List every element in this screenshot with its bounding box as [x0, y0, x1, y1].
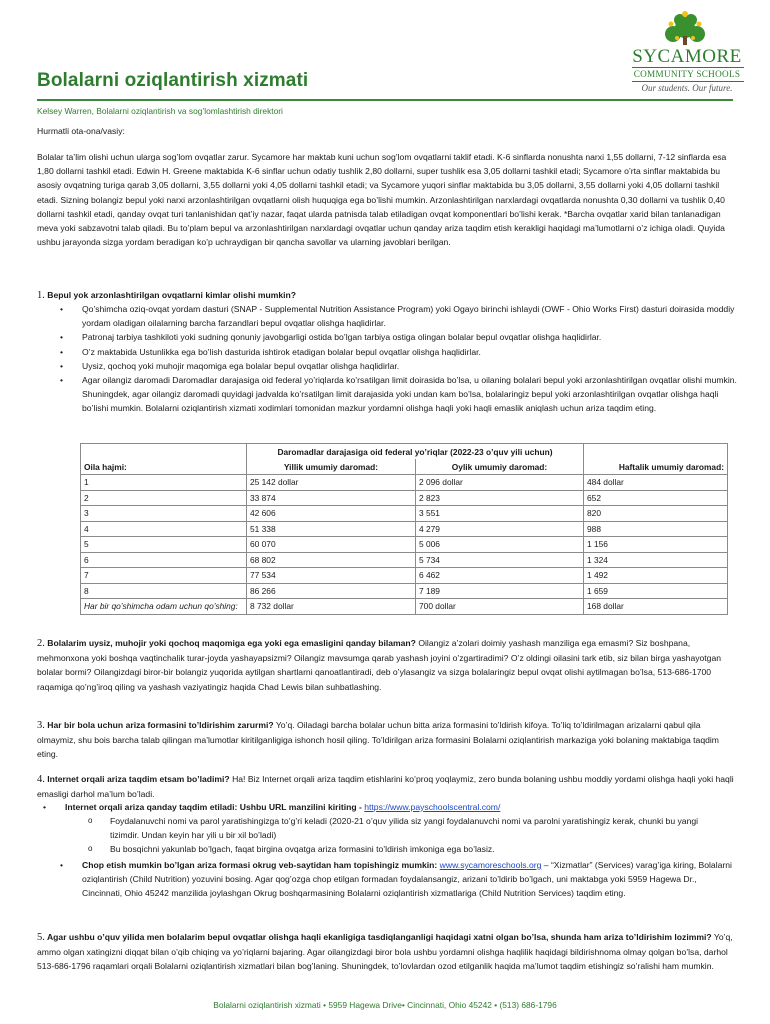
- table-header: Oila hajmi:: [81, 459, 247, 475]
- table-row: [81, 568, 728, 584]
- table-cell: 68 802: [247, 552, 416, 568]
- payschoolscentral-link[interactable]: https://www.payschoolscentral.com/: [364, 802, 501, 812]
- question-3-answer: Yo’q. Oiladagi barcha bolalar uchun bitta ariza formasini to’ldirish kifoya. To’liq to’ldirilmagan arizalarni qabul qila olmaymiz, shu bois barcha talab qilingan ma’lumotlar kiritilganligiga ishonch hosil qiling. To’ldirilgan ariza formasini Bolalarni oziqlantirish markaziga yoki bolaning maktabiga taqdim eting.: [37, 720, 719, 760]
- list-item: • Internet orqali ariza qanday taqdim etiladi: Ushbu URL manzilini kiriting - https://www.payschoolscentral.com/: [20, 800, 720, 814]
- table-cell: 1 659: [584, 583, 728, 599]
- table-cell: 2: [81, 490, 247, 506]
- list-item: • Chop etish mumkin bo’lgan ariza formasi okrug veb-saytidan ham topishingiz mumkin: www.sycamoreschools.org – “Xizmatlar” (Services) varag’iga kiring, Bolalarni oziqlantirish (Child Nutrition) yozuvini bosing. Agar qog’ozga chop etilgan formadan foydalansangiz, arizani to’ldirib bo’lgach, uni maktabga yoki 5959 Hagewa Dr., Cincinnati, Ohio 45242 manzilida joylashgan Okrug boshqarmasining Bolalarni oziqlantirish xizmatlariga (Child Nutrition Services) taqdim eting.: [37, 858, 737, 901]
- table-cell: 484 dollar: [584, 475, 728, 491]
- table-row: [81, 475, 728, 491]
- question-4-bullets-2: [37, 858, 737, 901]
- question-5-answer: Yo’q, ammo olgan xatingizni diqqat bilan o’qib chiqing va yo’riqlarni bajaring. Agar oilangizdagi biror bola ushbu yordamni olishga haqlilik haqidagi bildirishnoma olmay qolgan bo’lsa, darhol 513-686-1796 raqamlari orqali Bolalarni oziqlantirish xizmatlari bilan bog’laning. Shuningdek, to’lovlardan ozod etilganlik haqida ma’lumot taqdim etishingiz so’ralishi ham mumkin.: [37, 932, 733, 972]
- table-header: Oylik umumiy daromad:: [416, 459, 584, 475]
- table-cell: 5 006: [416, 537, 584, 553]
- table-cell: 8 732 dollar: [247, 599, 416, 615]
- table-cell: [81, 444, 247, 460]
- table-cell: 1 492: [584, 568, 728, 584]
- table-cell: 42 606: [247, 506, 416, 522]
- table-row: [81, 599, 728, 615]
- list-item: • Agar oilangiz daromadi Daromadlar darajasiga oid federal yo’riqlarda ko’rsatilgan limit doirasida bo’lsa, u oilaning bolalari bepul yoki arzonlashtirilgan ovqatlar olishi mumkin. Shuningdek, agar oilangiz daromadi quyidagi jadvalda ko’rsatilgan limit darajasida yoki undan kam bo’lsa, bolalaringiz bepul yoki arzonlashtirilgan ovqatlar olishga haqli bo’lishi mumkin. Bolalarni oziqlantirish xizmati xodimlari tomonidan mazkur yordamni olishga haqli yoki haqli emaslik aniqlash uchun ariza taqdim eting.: [37, 373, 737, 416]
- table-header: Yillik umumiy daromad:: [247, 459, 416, 475]
- page-title: Bolalarni oziqlantirish xizmati: [37, 70, 309, 91]
- question-4-bullets: [20, 800, 720, 814]
- question-3-heading: 3. Har bir bola uchun ariza formasini to’ldirishim zarurmi?: [37, 720, 274, 731]
- question-5: [37, 930, 737, 974]
- table-cell: 3 551: [416, 506, 584, 522]
- table-cell: 51 338: [247, 521, 416, 537]
- table-cell: 652: [584, 490, 728, 506]
- table-cell: 77 534: [247, 568, 416, 584]
- question-4: [37, 772, 737, 801]
- sycamoreschools-link[interactable]: www.sycamoreschools.org: [439, 860, 542, 870]
- table-cell: 5 734: [416, 552, 584, 568]
- list-item: o Foydalanuvchi nomi va parol yaratishingizga to’g’ri keladi (2020-21 o’quv yilida siz yangi foydalanuvchi nomi va parolni yaratishingiz kerak, chunki bu yangi tizimdir. Undan keyin har yili u bir xil bo’ladi): [20, 814, 720, 842]
- table-cell: 1 324: [584, 552, 728, 568]
- table-row: [81, 552, 728, 568]
- table-cell: 4 279: [416, 521, 584, 537]
- list-item: • Uysiz, qochoq yoki muhojir maqomiga ega bolalar bepul ovqatlar olishga haqlidirlar.: [37, 359, 737, 373]
- list-item: • Patronaj tarbiya tashkiloti yoki sudning qonuniy javobgarligi ostida bo’lgan tarbiya ostiga olingan bolalar bepul ovqatlar olishga haqlidirlar.: [37, 330, 737, 344]
- question-1: [37, 288, 737, 303]
- question-4-sub-bullets: [20, 814, 720, 857]
- logo-tagline: Our students. Our future.: [641, 83, 733, 93]
- table-row: [81, 537, 728, 553]
- table-cell: 2 096 dollar: [416, 475, 584, 491]
- list-item: • Qo’shimcha oziq-ovqat yordam dasturi (SNAP - Supplemental Nutrition Assistance Program) yoki Ogayo birinchi ishlaydi (OWF - Ohio Works First) dasturi doirasida moddiy yordam oladigan oilalarning barcha farzandlari bepul ovqatlar olishga haqlidirlar.: [37, 302, 737, 330]
- table-cell: 7: [81, 568, 247, 584]
- table-cell: 6: [81, 552, 247, 568]
- logo-subname: COMMUNITY SCHOOLS: [633, 69, 741, 79]
- greeting: Hurmatli ota-ona/vasiy:: [37, 126, 125, 136]
- table-header: Haftalik umumiy daromad:: [584, 459, 728, 475]
- table-row: [81, 583, 728, 599]
- table-cell: 3: [81, 506, 247, 522]
- logo-rule: [632, 81, 744, 82]
- header-divider: [37, 99, 733, 101]
- table-cell: 86 266: [247, 583, 416, 599]
- table-cell: 7 189: [416, 583, 584, 599]
- table-cell: [584, 444, 728, 460]
- table-cell: 60 070: [247, 537, 416, 553]
- table-cell: 25 142 dollar: [247, 475, 416, 491]
- table-cell: 700 dollar: [416, 599, 584, 615]
- table-cell: 820: [584, 506, 728, 522]
- page-subtitle: Kelsey Warren, Bolalarni oziqlantirish va sog’lomlashtirish direktori: [37, 106, 283, 116]
- income-table: [80, 443, 728, 615]
- table-cell: 1 156: [584, 537, 728, 553]
- question-2-heading: 2. Bolalarim uysiz, muhojir yoki qochoq maqomiga ega yoki ega emasligini qanday bilaman?: [37, 638, 416, 649]
- question-1-heading: 1. Bepul yok arzonlashtirilgan ovqatlarni kimlar olishi mumkin?: [37, 290, 297, 301]
- table-row: [81, 521, 728, 537]
- table-cell: 8: [81, 583, 247, 599]
- logo-name: SYCAMORE: [632, 46, 742, 67]
- table-cell: 33 874: [247, 490, 416, 506]
- list-item: • O’z maktabida Ustunlikka ega bo’lish dasturida ishtirok etadigan bolalar bepul ovqatlar olishga haqlidirlar.: [37, 345, 737, 359]
- table-row: [81, 490, 728, 506]
- table-cell: 168 dollar: [584, 599, 728, 615]
- list-item: o Bu bosqichni yakunlab bo’lgach, faqat birgina ovqatga ariza formasini to’ldirish imkoniga ega bo’lasiz.: [20, 842, 720, 856]
- question-2: [37, 636, 737, 694]
- question-4-heading: 4. Internet orqali ariza taqdim etsam bo’ladimi?: [37, 774, 230, 785]
- table-cell: 2 823: [416, 490, 584, 506]
- question-5-heading: 5. Agar ushbu o’quv yilida men bolalarim bepul ovqatlar olishga haqli ekanligiga tasdiqlanganligi haqidagi xatni olgan bo’lsa, shunda ham ariza to’ldirishim lozimmi?: [37, 932, 712, 943]
- table-cell: 4: [81, 521, 247, 537]
- table-cell: 988: [584, 521, 728, 537]
- question-2-answer: Oilangiz a’zolari doimiy yashash manziliga ega emasmi? Siz boshpana, mehmonxona yoki boshqa vaqtinchalik turar-joyda yashayapsizmi? Oilangiz mavsumga qarab yashash joyini o’zgartiradimi? O’z oldingi oilasini tark etib, siz bilan birga yashayotgan bolalar bormi? Oilangizdagi biror-bir bolangiz yuqorida aytilgan shartlarni qanoatlantiradi, deb o’ylasangiz va sizga bolalaringiz bepul ovqat olishi aytilmagan bo’lsa, 513-686-1700 raqamiga qo’ng’iroq qiling va yashash vaziyatingiz haqida Chad Lewis bilan suhbatlashing.: [37, 638, 722, 692]
- question-1-bullets: [37, 302, 737, 416]
- question-3: [37, 718, 737, 762]
- logo-rule: [632, 67, 744, 68]
- table-cell: 5: [81, 537, 247, 553]
- question-4-answer: Ha! Biz Internet orqali ariza taqdim etishlarini ko’proq yoqlaymiz, zero bunda bolaning ushbu moddiy yordami olishga haqli yoki haqli emasligi darhol ma’lum bo’ladi.: [37, 774, 734, 800]
- table-row: [81, 506, 728, 522]
- intro-paragraph: Bolalar ta’lim olishi uchun ularga sog’lom ovqatlar zarur. Sycamore har maktab kuni uchun sog’lom ovqatlarni taklif etadi. K-6 sinflarda nonushta narxi 1,55 dollarni, 7-12 sinflarda esa 1,80 dollarni tashkil etadi. Edwin H. Greene maktabida K-6 sinflar uchun odatiy tushlik 2,80 dollarni, super tushlik esa 3,05 dollarni tashkil etadi; Sycamore o’rta sinflar maktabida bu asosiy ovqatning turiga qarab 3,05 dollarni, 3,55 dollarni yoki 4,05 dollarni tashkil etadi; va Sycamore yuqori sinflar maktabida bu 3,05 dollarni, 3,55 dollarni yoki 4,05 dollarni tashkil etadi. Sizning bolangiz bepul yoki narxi arzonlashtirilgan ovqatlarni olish huquqiga ega bo’lishi mumkin. Arzonlashtirilgan narxlardagi ovqatlarda nonushta 0,30 dollarni va tushlik 0,40 dollarni tashkil etadi, qanday ovqat turi tanlanishidan qat’iy nazar, faqat ularda patnisda talab etiladigan ovqat komponentlari bo’lishi kerak. *Barcha ovqatlar xarid bilan tanlanadigan meva yoki sabzavotni talab qiladi. Bu to’plam bepul va arzonlashtirilgan narxlardagi ovqatlar uchun qanday ariza taqdim etish kerakligi haqidagi ma’lumotlarni o’z ichiga oladi. Quyida ushbu jarayonda sizga yordam beradigan ko’p uchraydigan bir qancha savollar va ularning javoblari berilgan.: [37, 152, 727, 248]
- table-cell: Har bir qo’shimcha odam uchun qo’shing:: [81, 599, 247, 615]
- table-cell: 1: [81, 475, 247, 491]
- table-caption: Daromadlar darajasiga oid federal yo’riqlar (2022-23 o’quv yili uchun): [247, 444, 584, 460]
- page-footer: Bolalarni oziqlantirish xizmati • 5959 Hagewa Drive• Cincinnati, Ohio 45242 • (513) 686-1796: [213, 1000, 557, 1010]
- table-cell: 6 462: [416, 568, 584, 584]
